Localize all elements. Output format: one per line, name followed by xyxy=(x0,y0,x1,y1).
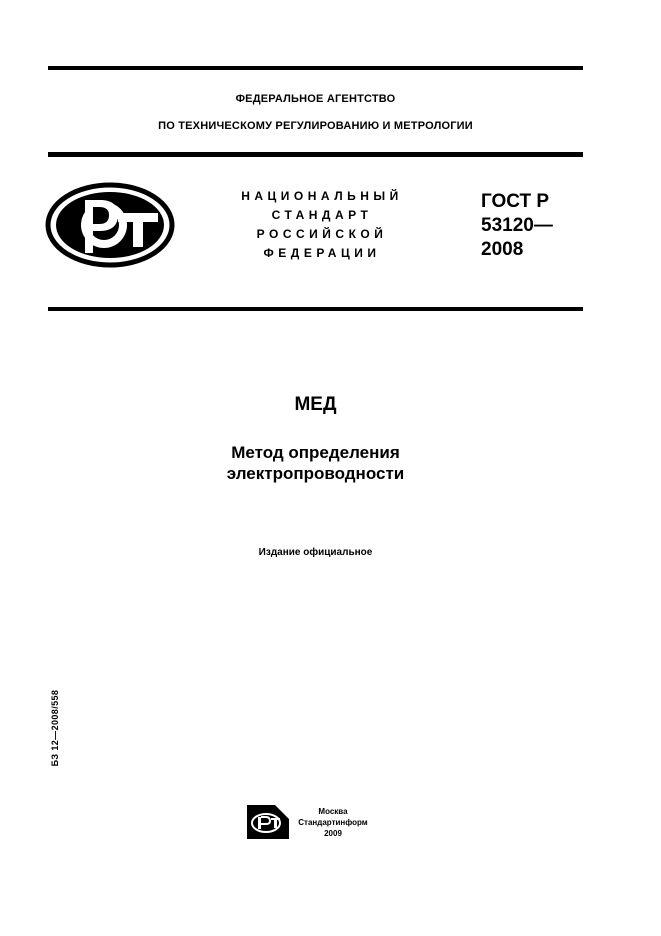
standard-type xyxy=(222,187,422,263)
standartinform-logo-icon xyxy=(247,805,289,839)
publisher-city: Москва xyxy=(318,807,348,816)
publisher-imprint xyxy=(293,806,373,839)
header-bottom-rule xyxy=(48,152,583,157)
rst-logo-icon xyxy=(44,181,176,269)
agency-line-1: ФЕДЕРАЛЬНОЕ АГЕНТСТВО xyxy=(235,93,396,105)
side-code-text: БЗ 12—2008/558 xyxy=(50,689,60,767)
document-subtitle xyxy=(48,442,583,484)
standard-type-line-3: РОССИЙСКОЙ xyxy=(256,227,388,241)
publisher-year: 2009 xyxy=(324,829,342,838)
standard-code-line-2: 53120— xyxy=(481,215,553,236)
standard-type-line-1: НАЦИОНАЛЬНЫЙ xyxy=(241,189,403,203)
subtitle-line-1: Метод определения xyxy=(231,443,400,462)
edition-label: Издание официальное xyxy=(258,547,373,558)
document-title: МЕД xyxy=(294,394,337,415)
standard-type-line-4: ФЕДЕРАЦИИ xyxy=(263,246,381,260)
subtitle-line-2: электропроводности xyxy=(226,464,405,483)
standard-code-line-1: ГОСТ Р xyxy=(481,191,550,212)
publisher-name: Стандартинформ xyxy=(298,818,368,827)
standard-type-line-2: СТАНДАРТ xyxy=(271,208,373,222)
top-rule xyxy=(48,66,583,70)
agency-line-2: ПО ТЕХНИЧЕСКОМУ РЕГУЛИРОВАНИЮ И МЕТРОЛОГИИ xyxy=(158,120,473,132)
standard-code xyxy=(481,190,553,262)
header-block-bottom-rule xyxy=(48,307,583,311)
standard-code-line-3: 2008 xyxy=(481,239,524,260)
